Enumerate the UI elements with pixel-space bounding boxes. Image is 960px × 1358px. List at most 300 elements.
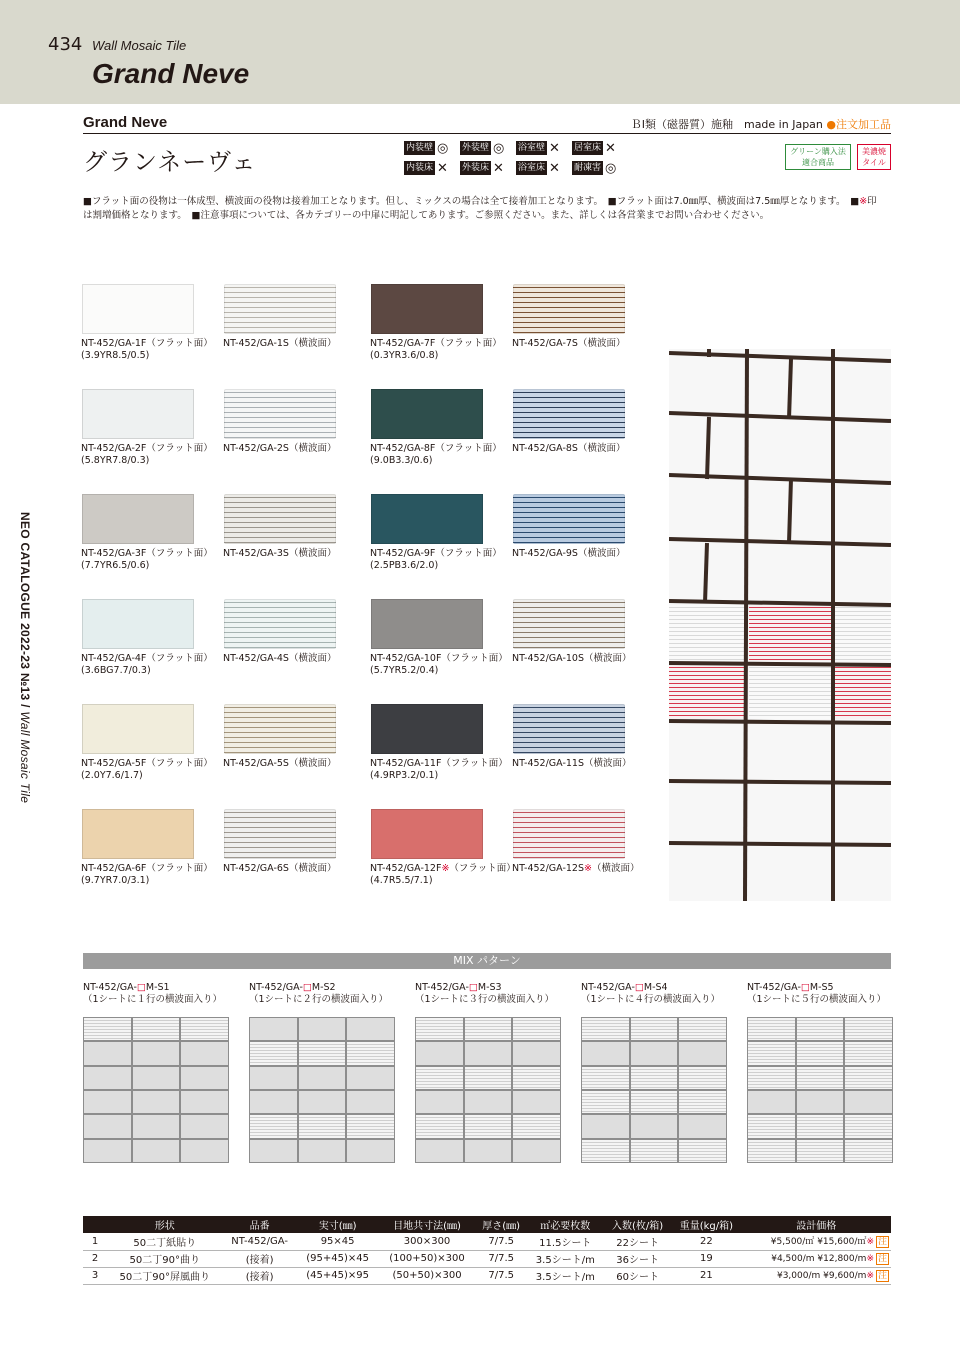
tile-caption: [512, 758, 652, 770]
tile-caption: [81, 758, 221, 782]
tile-swatch: [82, 494, 194, 544]
tile-caption: [370, 338, 510, 362]
tile-caption: [512, 863, 652, 875]
mix-tile: [513, 1067, 560, 1089]
mix-tile: [347, 1091, 394, 1113]
tile-swatch: [224, 599, 336, 649]
tile-munsell: (5.8YR7.8/0.3): [81, 455, 150, 466]
tile-swatch: [224, 494, 336, 544]
tile-munsell: (7.7YR6.5/0.6): [81, 560, 150, 571]
mix-desc: （1シートに５行の横波面入り）: [747, 994, 887, 1005]
row-no: 3: [83, 1267, 107, 1284]
row-code: (接着): [223, 1267, 297, 1284]
mix-tile: [465, 1042, 512, 1064]
mix-tile: [797, 1067, 844, 1089]
mix-tile: [631, 1140, 678, 1162]
mix-tile: [513, 1042, 560, 1064]
price-flat: ¥5,500/㎡: [770, 1237, 815, 1248]
mix-tile: [582, 1091, 629, 1113]
order-tag: 注: [877, 1253, 887, 1264]
mix-caption: [249, 982, 388, 1006]
col-qty: 入数(枚/箱): [604, 1216, 671, 1233]
color-box-icon: □: [136, 982, 146, 993]
mix-tile: [84, 1018, 131, 1040]
mix-tile: [133, 1018, 180, 1040]
tile-surface: （横波面）: [591, 863, 640, 874]
catalogue-name: NEO CATALOGUE 2022-23 №13 /: [18, 512, 32, 712]
series-title: Grand Neve: [92, 58, 250, 89]
mix-tile: [679, 1042, 726, 1064]
mix-tile: [797, 1140, 844, 1162]
premium-mark: ※: [866, 1237, 874, 1248]
tile-caption: [81, 863, 221, 887]
row-price: [741, 1267, 891, 1284]
mix-tile: [347, 1042, 394, 1064]
tile-code: NT-452/GA-8S（横波面）: [512, 443, 626, 454]
mix-sheet: [83, 1017, 229, 1163]
mix-tile: [347, 1140, 394, 1162]
row-qty: 36シート: [604, 1250, 671, 1267]
row-shape: 50二丁90°屏風曲り: [107, 1267, 223, 1284]
mix-tile: [416, 1140, 463, 1162]
tile-caption: [81, 443, 221, 467]
mix-tile: [748, 1115, 795, 1137]
price-wavy: ¥9,600/m: [823, 1270, 867, 1281]
mix-sheet: [415, 1017, 561, 1163]
mix-tile: [299, 1067, 346, 1089]
mix-caption: [747, 982, 886, 1006]
mix-tile: [797, 1115, 844, 1137]
mix-tile: [181, 1042, 228, 1064]
row-need: 11.5シート: [527, 1233, 604, 1250]
row-code: NT-452/GA-: [223, 1233, 297, 1250]
mix-tile: [347, 1115, 394, 1137]
mix-tile: [465, 1115, 512, 1137]
row-weight: 21: [671, 1267, 741, 1284]
tile-surface: （フラット面）: [449, 863, 516, 874]
price-wavy: ¥12,800/m: [817, 1253, 867, 1264]
mix-tile: [845, 1067, 892, 1089]
row-code: (接着): [223, 1250, 297, 1267]
page-number: 434: [48, 34, 83, 55]
mix-tile: [250, 1140, 297, 1162]
mix-tile: [84, 1115, 131, 1137]
tile-code: NT-452/GA-9S（横波面）: [512, 548, 626, 559]
mix-tile: [133, 1042, 180, 1064]
title-rule: [83, 133, 891, 134]
mix-desc: （1シートに３行の横波面入り）: [415, 994, 555, 1005]
mix-tile: [299, 1115, 346, 1137]
mix-sheet: [249, 1017, 395, 1163]
notes-line1: ■フラット面の役物は一体成型、横波面の役物は接着加工となります。但し、ミックスの場合は全て接着加工となります。 ■フラット面は7.0㎜厚、横波面は7.5㎜厚となります。 ■: [83, 196, 860, 207]
order-text: 注文加工品: [836, 118, 891, 131]
mix-tile: [133, 1091, 180, 1113]
mix-tile: [748, 1140, 795, 1162]
usage-item: [516, 159, 572, 177]
usage-item: [460, 139, 516, 157]
mix-tile: [582, 1115, 629, 1137]
tile-swatch: [82, 284, 194, 334]
row-qty: 22シート: [604, 1233, 671, 1250]
tile-munsell: (9.7YR7.0/3.1): [81, 875, 150, 886]
row-joint: (100+50)×300: [378, 1250, 475, 1267]
tile-swatch: [371, 389, 483, 439]
col-size: 実寸(㎜): [297, 1216, 379, 1233]
tile-code: NT-452/GA-6F（フラット面）: [81, 863, 213, 874]
mix-tile: [631, 1091, 678, 1113]
mix-tile: [84, 1067, 131, 1089]
tile-code: NT-452/GA-8F（フラット面）: [370, 443, 502, 454]
mix-pattern-bar: MIX パターン: [83, 953, 891, 969]
tile-code: NT-452/GA-11S（横波面）: [512, 758, 632, 769]
tile-code: NT-452/GA-6S（横波面）: [223, 863, 337, 874]
tile-caption: [512, 443, 652, 455]
usage-mark-icon: ✕: [549, 140, 560, 156]
tile-code: NT-452/GA-2F（フラット面）: [81, 443, 213, 454]
mix-tile: [416, 1042, 463, 1064]
tile-swatch: [513, 704, 625, 754]
mix-tile: [299, 1091, 346, 1113]
spec-text: ＢⅠ類（磁器質）施釉 made in Japan: [630, 118, 823, 131]
row-no: 1: [83, 1233, 107, 1250]
mix-tile: [250, 1091, 297, 1113]
mix-tile: [133, 1115, 180, 1137]
mix-tile: [748, 1042, 795, 1064]
spec-table: [83, 1216, 891, 1285]
product-name-ja: グランネーヴェ: [83, 148, 257, 176]
mix-tile: [84, 1091, 131, 1113]
category-label: Wall Mosaic Tile: [92, 38, 187, 53]
mix-tile: [845, 1140, 892, 1162]
usage-mark-icon: ✕: [549, 160, 560, 176]
mix-tile: [679, 1115, 726, 1137]
price-flat: ¥3,000/m: [776, 1270, 821, 1281]
mix-tile: [631, 1018, 678, 1040]
mix-desc: （1シートに４行の横波面入り）: [581, 994, 721, 1005]
tile-swatch: [82, 599, 194, 649]
tile-caption: [223, 653, 363, 665]
tile-code: NT-452/GA-1F（フラット面）: [81, 338, 213, 349]
tile-code: NT-452/GA-4F（フラット面）: [81, 653, 213, 664]
usage-item: [404, 139, 460, 157]
usage-mark-icon: ◎: [493, 140, 505, 156]
usage-item: [572, 159, 628, 177]
tile-code: NT-452/GA-7S（横波面）: [512, 338, 626, 349]
mix-tile: [679, 1067, 726, 1089]
table-row: [83, 1233, 891, 1250]
tile-swatch: [513, 809, 625, 859]
mix-code-prefix: NT-452/GA-: [249, 982, 303, 993]
tile-swatch: [82, 389, 194, 439]
tile-caption: [81, 338, 221, 362]
mix-tile: [465, 1018, 512, 1040]
row-joint: (50+50)×300: [378, 1267, 475, 1284]
notes: [83, 195, 891, 223]
tile-caption: [81, 548, 221, 572]
mix-tile: [416, 1115, 463, 1137]
table-row: [83, 1250, 891, 1267]
row-qty: 60シート: [604, 1267, 671, 1284]
order-tag: 注: [877, 1237, 887, 1248]
mix-tile: [181, 1067, 228, 1089]
mix-tile: [631, 1115, 678, 1137]
price-flat: ¥4,500/m: [771, 1253, 815, 1264]
mix-code-suffix: M-S1: [145, 982, 170, 993]
mix-tile: [347, 1018, 394, 1040]
col-price: 設計価格: [741, 1216, 891, 1233]
row-price: [741, 1233, 891, 1250]
color-box-icon: □: [800, 982, 810, 993]
mix-caption: [415, 982, 554, 1006]
mix-tile: [181, 1018, 228, 1040]
mix-tile: [679, 1091, 726, 1113]
mix-code-suffix: M-S3: [477, 982, 502, 993]
usage-mark-icon: ✕: [605, 140, 616, 156]
usage-label: 外装壁: [462, 143, 490, 153]
mix-tile: [465, 1091, 512, 1113]
catalogue-category: Wall Mosaic Tile: [18, 711, 32, 804]
tile-swatch: [82, 809, 194, 859]
tile-munsell: (5.7YR5.2/0.4): [370, 665, 439, 676]
usage-label: 外装床: [462, 163, 490, 173]
tile-munsell: (2.5PB3.6/2.0): [370, 560, 439, 571]
tile-swatch: [224, 389, 336, 439]
usage-label: 居室床: [574, 143, 602, 153]
mix-tile: [631, 1067, 678, 1089]
mix-tile: [513, 1018, 560, 1040]
product-name-en: Grand Neve: [83, 114, 168, 131]
row-price: [741, 1250, 891, 1267]
tile-code: NT-452/GA-10S（横波面）: [512, 653, 632, 664]
row-size: (95+45)×45: [297, 1250, 379, 1267]
usage-item: [460, 159, 516, 177]
tile-code: NT-452/GA-2S（横波面）: [223, 443, 337, 454]
tile-caption: [223, 758, 363, 770]
row-weight: 19: [671, 1250, 741, 1267]
tile-code: NT-452/GA-1S（横波面）: [223, 338, 337, 349]
mix-code-prefix: NT-452/GA-: [415, 982, 469, 993]
usage-label: 内装壁: [406, 143, 434, 153]
tile-munsell: (9.0B3.3/0.6): [370, 455, 433, 466]
tile-swatch: [224, 809, 336, 859]
tile-munsell: (0.3YR3.6/0.8): [370, 350, 439, 361]
mix-tile: [250, 1067, 297, 1089]
mix-tile: [748, 1018, 795, 1040]
row-need: 3.5シート/m: [527, 1267, 604, 1284]
usage-mark-icon: ◎: [437, 140, 449, 156]
side-catalogue-label: [18, 512, 32, 912]
mix-tile: [250, 1042, 297, 1064]
mix-tile: [797, 1018, 844, 1040]
tile-caption: [370, 443, 510, 467]
tile-code: NT-452/GA-3S（横波面）: [223, 548, 337, 559]
tile-caption: [512, 548, 652, 560]
mix-tile: [845, 1115, 892, 1137]
mix-tile: [299, 1140, 346, 1162]
tile-caption: [512, 653, 652, 665]
mix-tile: [181, 1115, 228, 1137]
usage-grid: [404, 139, 628, 177]
mix-tile: [631, 1042, 678, 1064]
tile-code: NT-452/GA-7F（フラット面）: [370, 338, 502, 349]
row-thick: 7/7.5: [476, 1233, 527, 1250]
tile-caption: [223, 863, 363, 875]
order-dot-icon: ●: [826, 118, 836, 131]
mix-tile: [133, 1067, 180, 1089]
row-no: 2: [83, 1250, 107, 1267]
mix-tile: [133, 1140, 180, 1162]
col-code: 品番: [223, 1216, 297, 1233]
tile-code: NT-452/GA-12F: [370, 863, 442, 874]
tile-caption: [370, 758, 510, 782]
mix-tile: [679, 1018, 726, 1040]
usage-item: [404, 159, 460, 177]
notes-line1-end: 印: [867, 196, 877, 207]
mix-tile: [582, 1140, 629, 1162]
tile-caption: [223, 338, 363, 350]
mix-code-prefix: NT-452/GA-: [581, 982, 635, 993]
tile-swatch: [82, 704, 194, 754]
row-need: 3.5シート/m: [527, 1250, 604, 1267]
mix-code-suffix: M-S4: [643, 982, 668, 993]
order-tag: 注: [877, 1270, 887, 1281]
row-thick: 7/7.5: [476, 1267, 527, 1284]
tile-swatch: [513, 599, 625, 649]
mix-tile: [797, 1042, 844, 1064]
tile-caption: [223, 443, 363, 455]
tile-swatch: [371, 809, 483, 859]
tile-caption: [370, 548, 510, 572]
mix-tile: [845, 1091, 892, 1113]
tile-caption: [370, 653, 510, 677]
mix-tile: [299, 1042, 346, 1064]
mix-tile: [84, 1140, 131, 1162]
usage-label: 浴室壁: [518, 143, 546, 153]
col-no: [83, 1216, 107, 1233]
notes-line2: は割増価格となります。 ■注意事項については、各カテゴリーの中扉に明記してあります。ご参照ください。また、詳しくは各営業までお問い合わせください。: [83, 210, 770, 221]
row-joint: 300×300: [378, 1233, 475, 1250]
tile-swatch: [513, 284, 625, 334]
tile-munsell: (3.9YR8.5/0.5): [81, 350, 150, 361]
tile-code: NT-452/GA-5F（フラット面）: [81, 758, 213, 769]
mix-tile: [582, 1042, 629, 1064]
row-shape: 50二丁90°曲り: [107, 1250, 223, 1267]
tile-code: NT-452/GA-10F（フラット面）: [370, 653, 508, 664]
tile-munsell: (4.7R5.5/7.1): [370, 875, 433, 886]
tile-swatch: [371, 599, 483, 649]
mix-tile: [181, 1091, 228, 1113]
tile-swatch: [371, 494, 483, 544]
tile-code: NT-452/GA-11F（フラット面）: [370, 758, 508, 769]
usage-label: 内装床: [406, 163, 434, 173]
col-need: ㎡必要枚数: [527, 1216, 604, 1233]
tile-caption: [81, 653, 221, 677]
mix-tile: [748, 1067, 795, 1089]
tile-caption: [223, 548, 363, 560]
tile-munsell: (2.0Y7.6/1.7): [81, 770, 143, 781]
col-weight: 重量(kg/箱): [671, 1216, 741, 1233]
mix-caption: [83, 982, 222, 1006]
mix-tile: [513, 1091, 560, 1113]
price-wavy: ¥15,600/㎡: [817, 1237, 867, 1248]
product-spec: [631, 116, 891, 132]
row-weight: 22: [671, 1233, 741, 1250]
tile-code: NT-452/GA-12S: [512, 863, 584, 874]
mix-tile: [465, 1140, 512, 1162]
usage-mark-icon: ✕: [493, 160, 504, 176]
mix-code-suffix: M-S5: [809, 982, 834, 993]
usage-item: [572, 139, 628, 157]
color-box-icon: □: [468, 982, 478, 993]
premium-mark: ※: [866, 1270, 874, 1281]
tile-swatch: [224, 284, 336, 334]
mix-tile: [679, 1140, 726, 1162]
mix-tile: [416, 1018, 463, 1040]
usage-label: 浴室床: [518, 163, 546, 173]
mix-code-prefix: NT-452/GA-: [747, 982, 801, 993]
mix-sheet: [581, 1017, 727, 1163]
mix-tile: [797, 1091, 844, 1113]
mix-desc: （1シートに２行の横波面入り）: [249, 994, 389, 1005]
row-thick: 7/7.5: [476, 1250, 527, 1267]
col-joint: 目地共寸法(㎜): [378, 1216, 475, 1233]
mix-tile: [347, 1067, 394, 1089]
green-purchase-badge: グリーン購入法適合商品: [785, 144, 851, 170]
mix-tile: [416, 1091, 463, 1113]
tile-code: NT-452/GA-4S（横波面）: [223, 653, 337, 664]
mix-tile: [299, 1018, 346, 1040]
mix-tile: [582, 1067, 629, 1089]
tile-swatch: [371, 704, 483, 754]
mix-sheet: [747, 1017, 893, 1163]
mix-code-prefix: NT-452/GA-: [83, 982, 137, 993]
tile-code: NT-452/GA-9F（フラット面）: [370, 548, 502, 559]
mix-caption: [581, 982, 720, 1006]
tile-caption: [370, 863, 516, 887]
usage-mark-icon: ✕: [437, 160, 448, 176]
mix-tile: [513, 1140, 560, 1162]
installation-photo: [669, 349, 891, 901]
tile-swatch: [513, 389, 625, 439]
row-size: 95×45: [297, 1233, 379, 1250]
mix-desc: （1シートに１行の横波面入り）: [83, 994, 223, 1005]
col-thick: 厚さ(㎜): [476, 1216, 527, 1233]
usage-mark-icon: ◎: [605, 160, 617, 176]
mino-tile-badge: 美濃焼タイル: [857, 144, 891, 170]
premium-mark: ※: [584, 863, 592, 874]
mix-tile: [845, 1018, 892, 1040]
mix-tile: [465, 1067, 512, 1089]
color-box-icon: □: [634, 982, 644, 993]
row-size: (45+45)×95: [297, 1267, 379, 1284]
premium-mark: ※: [441, 863, 450, 874]
premium-mark: ※: [866, 1253, 874, 1264]
tile-swatch: [513, 494, 625, 544]
color-box-icon: □: [302, 982, 312, 993]
mix-tile: [582, 1018, 629, 1040]
mix-tile: [845, 1042, 892, 1064]
mix-tile: [416, 1067, 463, 1089]
table-row: [83, 1267, 891, 1284]
table-header-row: [83, 1216, 891, 1233]
mix-tile: [250, 1018, 297, 1040]
mix-tile: [250, 1115, 297, 1137]
notes-mark: ※: [859, 196, 868, 207]
installation-photo-image: [669, 349, 891, 901]
mix-tile: [181, 1140, 228, 1162]
mix-tile: [513, 1115, 560, 1137]
row-shape: 50二丁紙貼り: [107, 1233, 223, 1250]
